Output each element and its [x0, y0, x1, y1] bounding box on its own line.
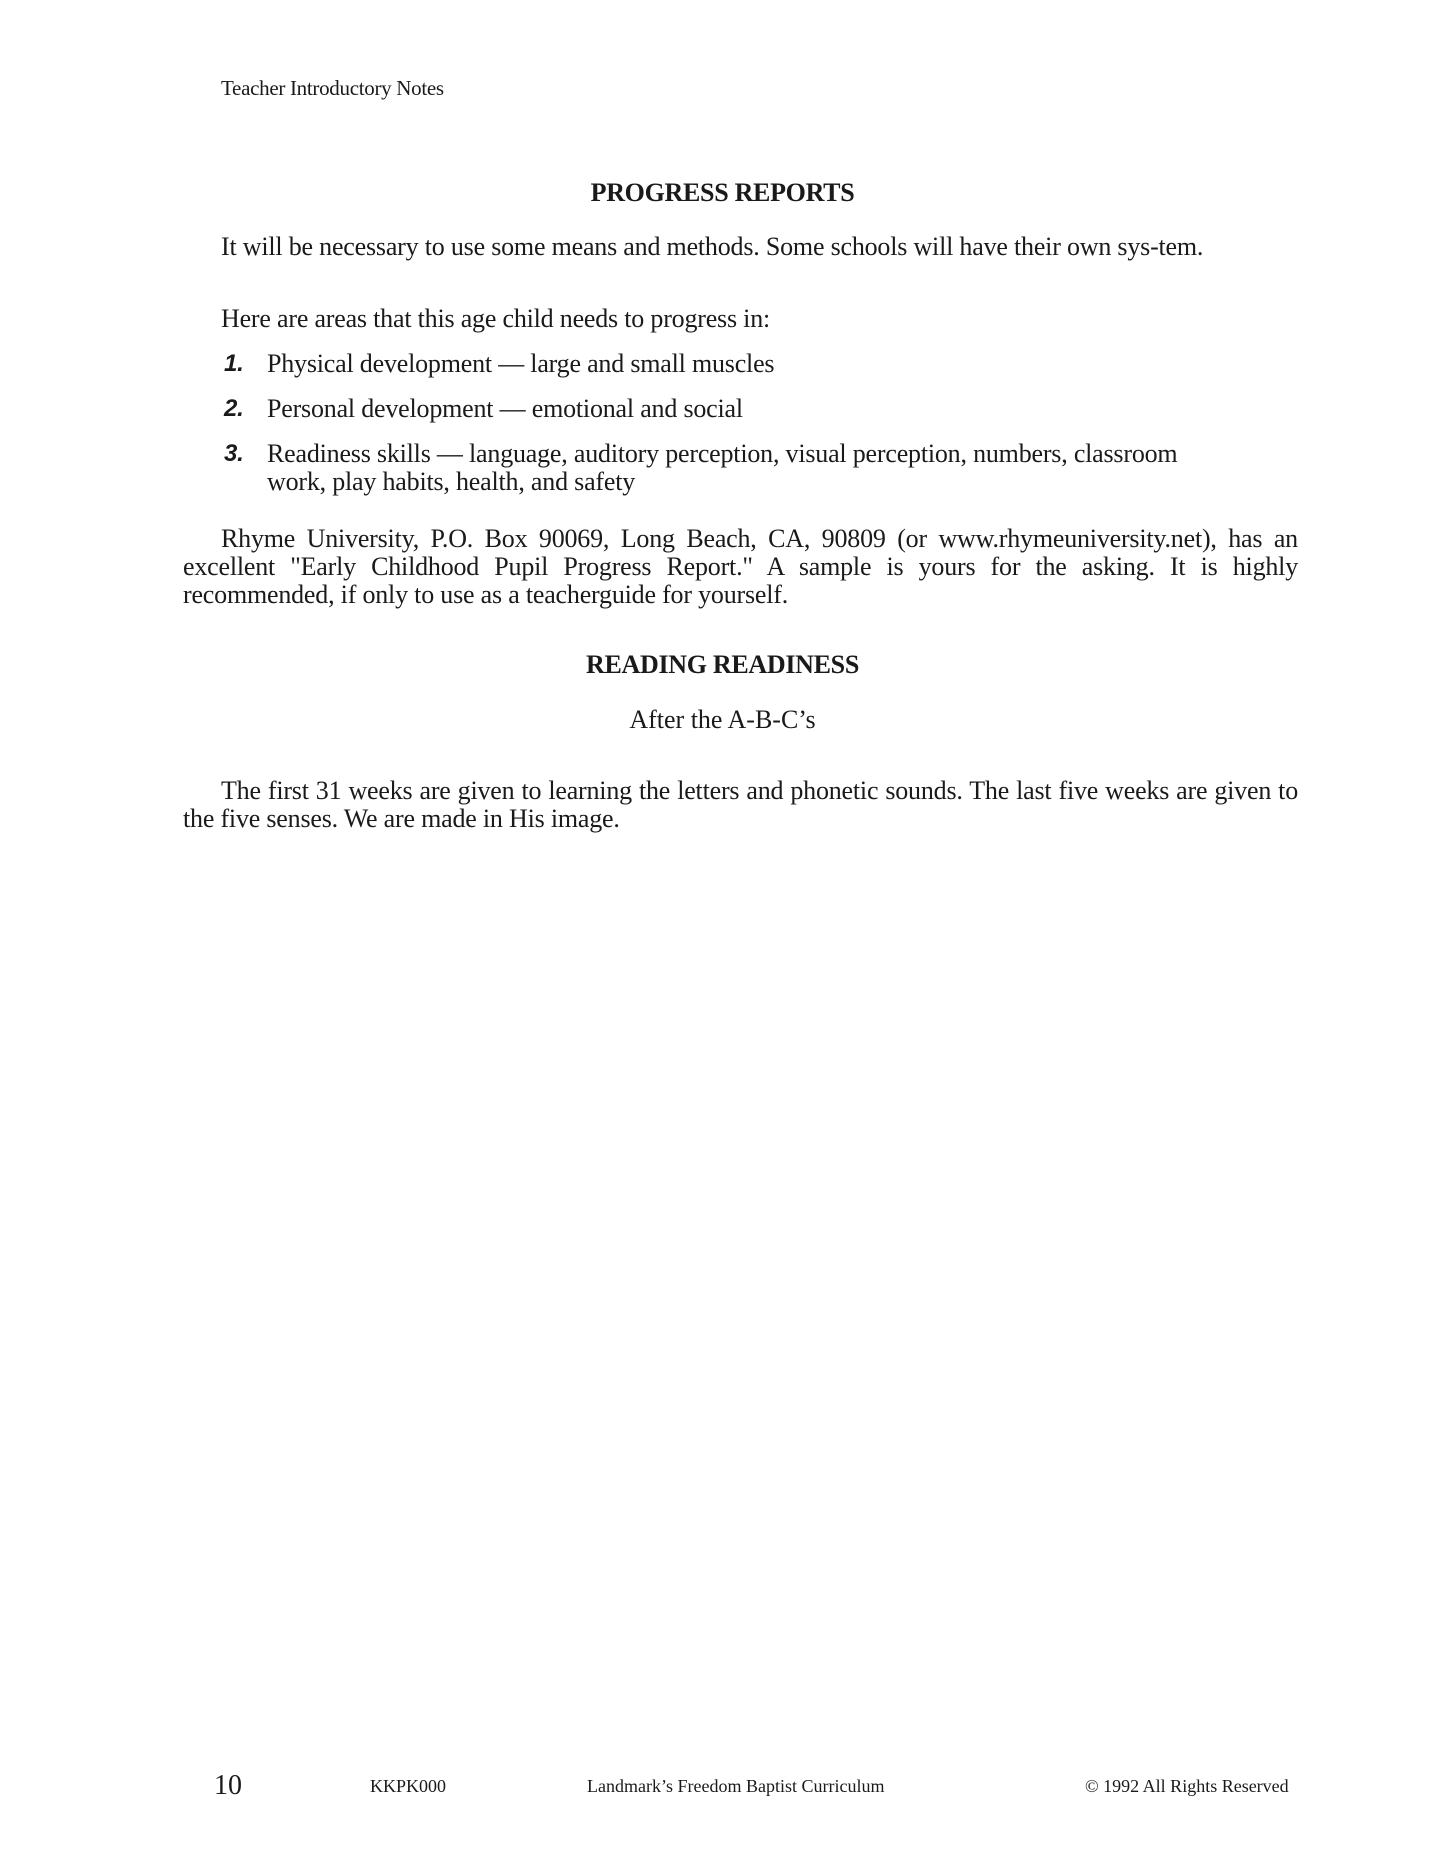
list-number: 2.	[224, 395, 244, 422]
list-text: Readiness skills — language, auditory perception, visual perception, numbers, classroom work, play habits, health, and safety	[267, 439, 1178, 496]
reading-readiness-paragraph: The first 31 weeks are given to learning the letters and phonetic sounds. The last five weeks are given to the five senses. We are made in His image.	[183, 776, 1298, 833]
page-number: 10	[214, 1770, 242, 1801]
footer-publisher: Landmark’s Freedom Baptist Curriculum	[587, 1776, 885, 1796]
progress-area-item	[224, 350, 1224, 380]
running-head: Teacher Introductory Notes	[221, 76, 444, 100]
section-heading-progress-reports: PROGRESS REPORTS	[590, 178, 855, 207]
footer-copyright: © 1992 All Rights Reserved	[1085, 1776, 1289, 1796]
list-number: 1.	[224, 350, 244, 377]
list-number: 3.	[224, 440, 244, 467]
resource-paragraph: Rhyme University, P.O. Box 90069, Long Beach, CA, 90809 (or www.rhymeuniversity.net), has an excellent "Early Childhood Pupil Progress Report." A sample is yours for the asking. It is highly recommended, if only to use as a teacherguide for yourself.	[183, 524, 1298, 609]
section-heading-reading-readiness: READING READINESS	[585, 650, 860, 679]
list-text: Physical development — large and small muscles	[267, 349, 775, 378]
progress-area-item	[224, 395, 1224, 425]
progress-area-item	[224, 440, 1224, 500]
list-text: Personal development — emotional and social	[267, 394, 743, 423]
progress-lead-in: Here are areas that this age child needs to progress in:	[221, 304, 771, 333]
progress-intro-paragraph: It will be necessary to use some means and methods. Some schools will have their own sys-tem.	[221, 232, 1204, 261]
footer-code: KKPK000	[370, 1776, 447, 1796]
section-subheading: After the A-B-C’s	[629, 705, 816, 734]
